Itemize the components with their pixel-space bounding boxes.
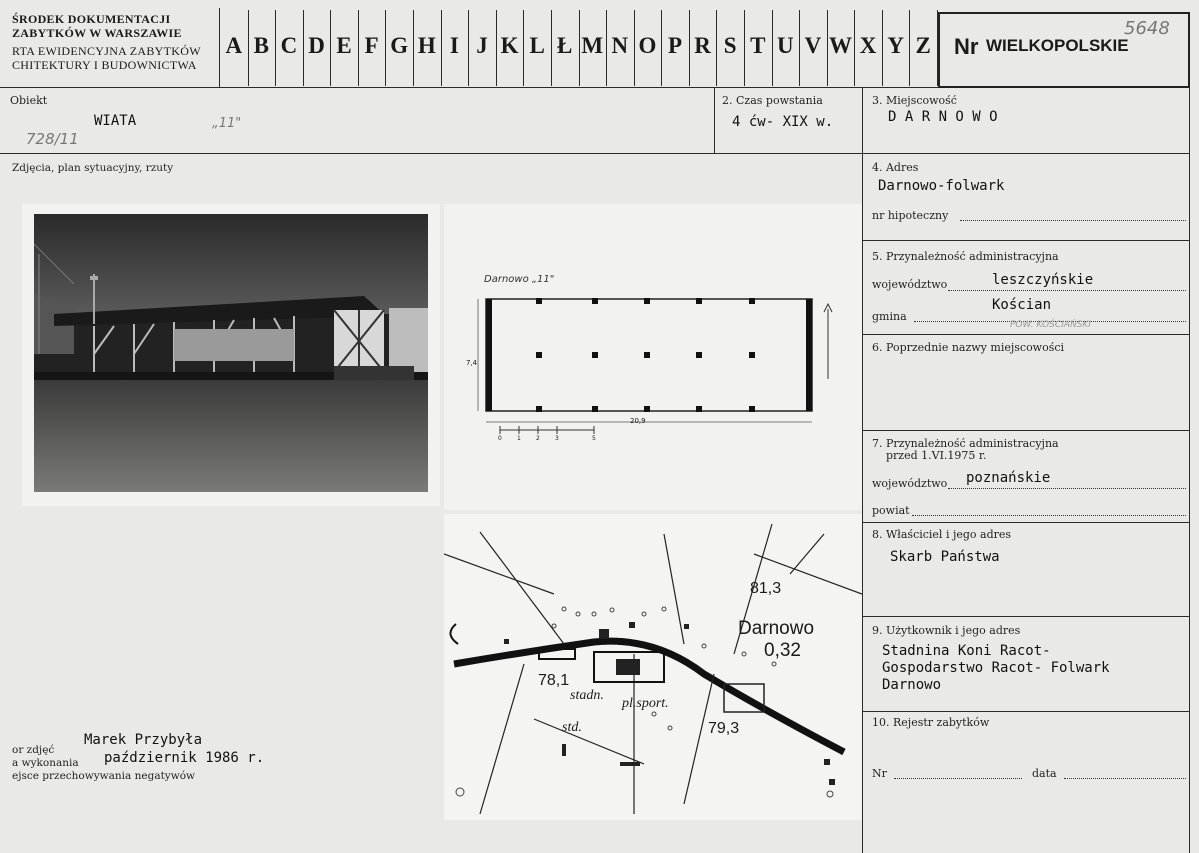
photo-frame bbox=[22, 204, 440, 506]
uzytkownik-bottom-rule bbox=[862, 711, 1190, 712]
czas-label: 2. Czas powstania bbox=[722, 94, 823, 107]
right-edge-rule bbox=[1189, 88, 1190, 853]
rejestr-data-line bbox=[1064, 778, 1186, 779]
index-letter: L bbox=[529, 33, 545, 58]
zdjecia-label: Zdjęcia, plan sytuacyjny, rzuty bbox=[12, 162, 174, 174]
row1-bottom-rule bbox=[0, 153, 1190, 154]
miejscowosc-value: D A R N O W O bbox=[888, 109, 998, 125]
miejscowosc-label: 3. Miejscowość bbox=[872, 94, 957, 107]
index-letter: K bbox=[500, 33, 519, 58]
index-letter: D bbox=[308, 33, 325, 58]
negatywy-label: ejsce przechowywania negatywów bbox=[12, 770, 196, 782]
rejestr-label: 10. Rejestr zabytków bbox=[872, 716, 990, 729]
obiekt-handwritten-no: 728/11 bbox=[26, 130, 79, 148]
rejestr-nr-label: Nr bbox=[872, 767, 887, 780]
map-label-plsport: pl.sport. bbox=[622, 696, 669, 711]
date-value: październik 1986 r. bbox=[104, 750, 265, 766]
index-letter: S bbox=[723, 33, 737, 58]
map-num-4: 79,3 bbox=[708, 720, 740, 737]
admin-bottom-rule bbox=[862, 334, 1190, 335]
admin-przed-woj-value: poznańskie bbox=[966, 470, 1051, 486]
org-line-4: CHITEKTURY I BUDOWNICTWA bbox=[12, 58, 197, 72]
org-line-3: RTA EWIDENCYJNA ZABYTKÓW bbox=[12, 44, 201, 58]
autor-label: or zdjęć bbox=[12, 744, 55, 756]
obiekt-extra: „11" bbox=[212, 116, 242, 131]
poprzednie-bottom-rule bbox=[862, 430, 1190, 431]
admin-woj-value: leszczyńskie bbox=[992, 272, 1094, 288]
nr-label: Nr bbox=[954, 34, 979, 59]
hipoteczny-label: nr hipoteczny bbox=[872, 209, 949, 222]
adres-label: 4. Adres bbox=[872, 161, 919, 174]
index-letter: P bbox=[667, 33, 683, 58]
index-letter: N bbox=[611, 33, 629, 58]
index-letter: M bbox=[581, 33, 604, 58]
index-letter: V bbox=[804, 33, 822, 58]
map-num-3: 78,1 bbox=[538, 672, 570, 689]
index-letter: I bbox=[449, 33, 459, 58]
index-letter: W bbox=[828, 33, 852, 58]
scale-tick-label: 2 bbox=[536, 435, 540, 442]
adres-bottom-rule bbox=[862, 240, 1190, 241]
obiekt-right-rule bbox=[714, 88, 715, 153]
org-name bbox=[12, 12, 222, 72]
map-num-2: 0,32 bbox=[764, 640, 801, 661]
rejestr-nr-line bbox=[894, 778, 1022, 779]
map-place: Darnowo bbox=[738, 618, 815, 639]
index-letter: E bbox=[336, 33, 352, 58]
nr-handwritten: 5648 bbox=[1124, 18, 1170, 39]
building-photo bbox=[34, 214, 428, 492]
wlasciciel-value: Skarb Państwa bbox=[890, 549, 1000, 565]
plan-height-dim: 7,4 bbox=[466, 359, 478, 367]
map-label-stadn: stadn. bbox=[570, 688, 604, 703]
index-letter: B bbox=[253, 33, 270, 58]
index-letter: U bbox=[777, 33, 794, 58]
map-num-1: 81,3 bbox=[750, 580, 782, 597]
uzytkownik-label: 9. Użytkownik i jego adres bbox=[872, 624, 1021, 637]
scale-tick-label: 0 bbox=[498, 435, 502, 442]
index-letter: Y bbox=[887, 33, 904, 58]
admin-label: 5. Przynależność administracyjna bbox=[872, 250, 1059, 263]
site-map-drawing bbox=[444, 514, 862, 820]
uzytkownik-line-1: Stadnina Koni Racot- bbox=[882, 643, 1051, 659]
uzytkownik-line-3: Darnowo bbox=[882, 677, 942, 693]
wlasciciel-bottom-rule bbox=[862, 616, 1190, 617]
scale-tick-label: 1 bbox=[517, 435, 521, 442]
org-line-2: ZABYTKÓW W WARSZAWIE bbox=[12, 26, 182, 40]
czas-value: 4 ćw- XIX w. bbox=[732, 114, 834, 130]
index-letter: H bbox=[417, 33, 436, 58]
admin-gmina-label: gmina bbox=[872, 310, 907, 323]
admin-gmina-value: Kościan bbox=[992, 297, 1052, 313]
uzytkownik-line-2: Gospodarstwo Racot- Folwark bbox=[882, 660, 1110, 676]
index-letter: T bbox=[750, 33, 766, 58]
admin-woj-label: województwo bbox=[872, 278, 948, 291]
floor-plan-frame bbox=[444, 204, 862, 510]
index-letter: Ł bbox=[557, 33, 573, 58]
obiekt-label: Obiekt bbox=[10, 94, 48, 107]
index-letter: F bbox=[364, 33, 379, 58]
index-letter: Z bbox=[915, 33, 931, 58]
admin-woj-line bbox=[948, 290, 1186, 291]
index-letter: C bbox=[280, 33, 298, 58]
floor-plan-drawing bbox=[444, 204, 862, 510]
admin-pencil-note: POW. KOŚCIAŃSKI bbox=[1010, 320, 1091, 330]
nr-value: WIELKOPOLSKIE bbox=[986, 36, 1129, 55]
admin-przed-woj-label: województwo bbox=[872, 477, 948, 490]
adres-value: Darnowo-folwark bbox=[878, 178, 1005, 194]
scale-tick-label: 5 bbox=[592, 435, 596, 442]
index-letter: X bbox=[859, 33, 877, 58]
index-letter: A bbox=[225, 33, 243, 58]
map-label-std: std. bbox=[562, 720, 582, 735]
obiekt-value: WIATA bbox=[94, 113, 137, 129]
rejestr-data-label: data bbox=[1032, 767, 1057, 780]
admin-przed-label-2: przed 1.VI.1975 r. bbox=[886, 449, 987, 462]
plan-caption: Darnowo „11" bbox=[484, 274, 555, 285]
scale-tick-label: 3 bbox=[555, 435, 559, 442]
admin-przed-woj-line bbox=[948, 488, 1186, 489]
hipoteczny-line bbox=[960, 220, 1186, 221]
autor-value: Marek Przybyła bbox=[84, 732, 203, 748]
index-letter: O bbox=[638, 33, 657, 58]
header-bottom-rule bbox=[0, 87, 938, 88]
poprzednie-label: 6. Poprzednie nazwy miejscowości bbox=[872, 341, 1065, 354]
index-letter: G bbox=[390, 33, 409, 58]
nr-box bbox=[938, 12, 1190, 88]
org-line-1: ŚRODEK DOKUMENTACJI bbox=[12, 12, 171, 26]
plan-width-dim: 20,9 bbox=[630, 417, 646, 425]
index-letter: J bbox=[476, 33, 488, 58]
czas-right-rule bbox=[862, 88, 863, 853]
wykonania-label: a wykonania bbox=[12, 757, 79, 769]
header-divider bbox=[219, 8, 220, 88]
header-bar bbox=[0, 0, 1199, 88]
admin-przed-powiat-line bbox=[912, 515, 1186, 516]
index-letter: R bbox=[694, 33, 711, 58]
admin-przed-bottom-rule bbox=[862, 522, 1190, 523]
wlasciciel-label: 8. Właściciel i jego adres bbox=[872, 528, 1012, 541]
admin-przed-label: 7. Przynależność administracyjna bbox=[872, 437, 1059, 450]
admin-przed-powiat-label: powiat bbox=[872, 504, 910, 517]
site-map-frame bbox=[444, 514, 862, 820]
